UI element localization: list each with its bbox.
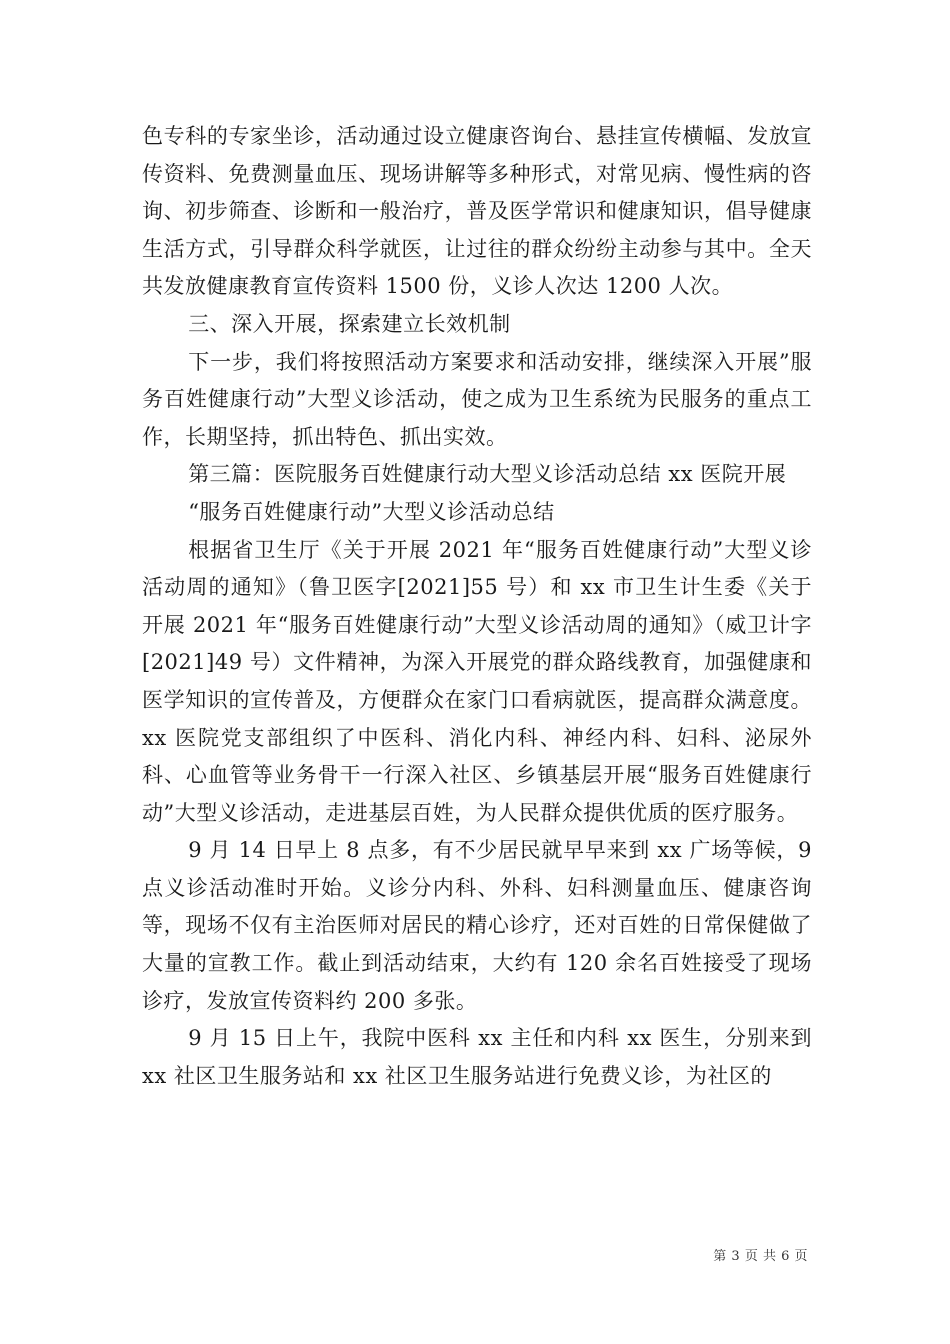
- paragraph-continuation: 色专科的专家坐诊，活动通过设立健康咨询台、悬挂宣传横幅、发放宣传资料、免费测量血压、现场讲解等多种形式，对常见病、慢性病的咨询、初步筛查、诊断和一般治疗，普及医学常识和健康知识，倡导健康生活方式，引导群众科学就医，让过往的群众纷纷主动参与其中。全天共发放健康教育宣传资料 1500 份，义诊人次达 1200 人次。: [142, 124, 812, 299]
- paragraph-background: 根据省卫生厅《关于开展 2021 年“服务百姓健康行动”大型义诊活动周的通知》（鲁卫医字[2021]55 号）和 xx 市卫生计生委《关于开展 2021 年“服务百姓健康行动”大型义诊活动周的通知》（威卫计字[2021]49 号）文件精神，为深入开展党的群众路线教育，加强健康和医学知识的宣传普及，方便群众在家门口看病就医，提高群众满意度。xx 医院党支部组织了中医科、消化内科、神经内科、妇科、泌尿外科、心血管等业务骨干一行深入社区、乡镇基层开展“服务百姓健康行动”大型义诊活动，走进基层百姓，为人民群众提供优质的医疗服务。: [142, 537, 812, 825]
- section-heading-three: 三、深入开展，探索建立长效机制: [188, 311, 511, 336]
- paragraph-sept-14: 9 月 14 日早上 8 点多，有不少居民就早早来到 xx 广场等候，9 点义诊活动准时开始。义诊分内科、外科、妇科测量血压、健康咨询等，现场不仅有主治医师对居民的精心诊疗，还对百姓的日常保健做了大量的宣教工作。截止到活动结束，大约有 120 余名百姓接受了现场诊疗，发放宣传资料约 200 多张。: [142, 838, 812, 1013]
- paragraph-next-steps: 下一步，我们将按照活动方案要求和活动安排，继续深入开展”服务百姓健康行动”大型义诊活动，使之成为卫生系统为民服务的重点工作，长期坚持，抓出特色、抓出实效。: [142, 349, 812, 449]
- paragraph-sept-15: 9 月 15 日上午，我院中医科 xx 主任和内科 xx 医生，分别来到 xx 社区卫生服务站和 xx 社区卫生服务站进行免费义诊，为社区的: [142, 1026, 812, 1088]
- chapter-heading-part-three: 第三篇：医院服务百姓健康行动大型义诊活动总结 xx 医院开展: [188, 462, 787, 487]
- chapter-subtitle: “服务百姓健康行动”大型义诊活动总结: [188, 499, 555, 524]
- page-number-footer: 第 3 页 共 6 页: [713, 1249, 808, 1264]
- document-body: [142, 118, 812, 1095]
